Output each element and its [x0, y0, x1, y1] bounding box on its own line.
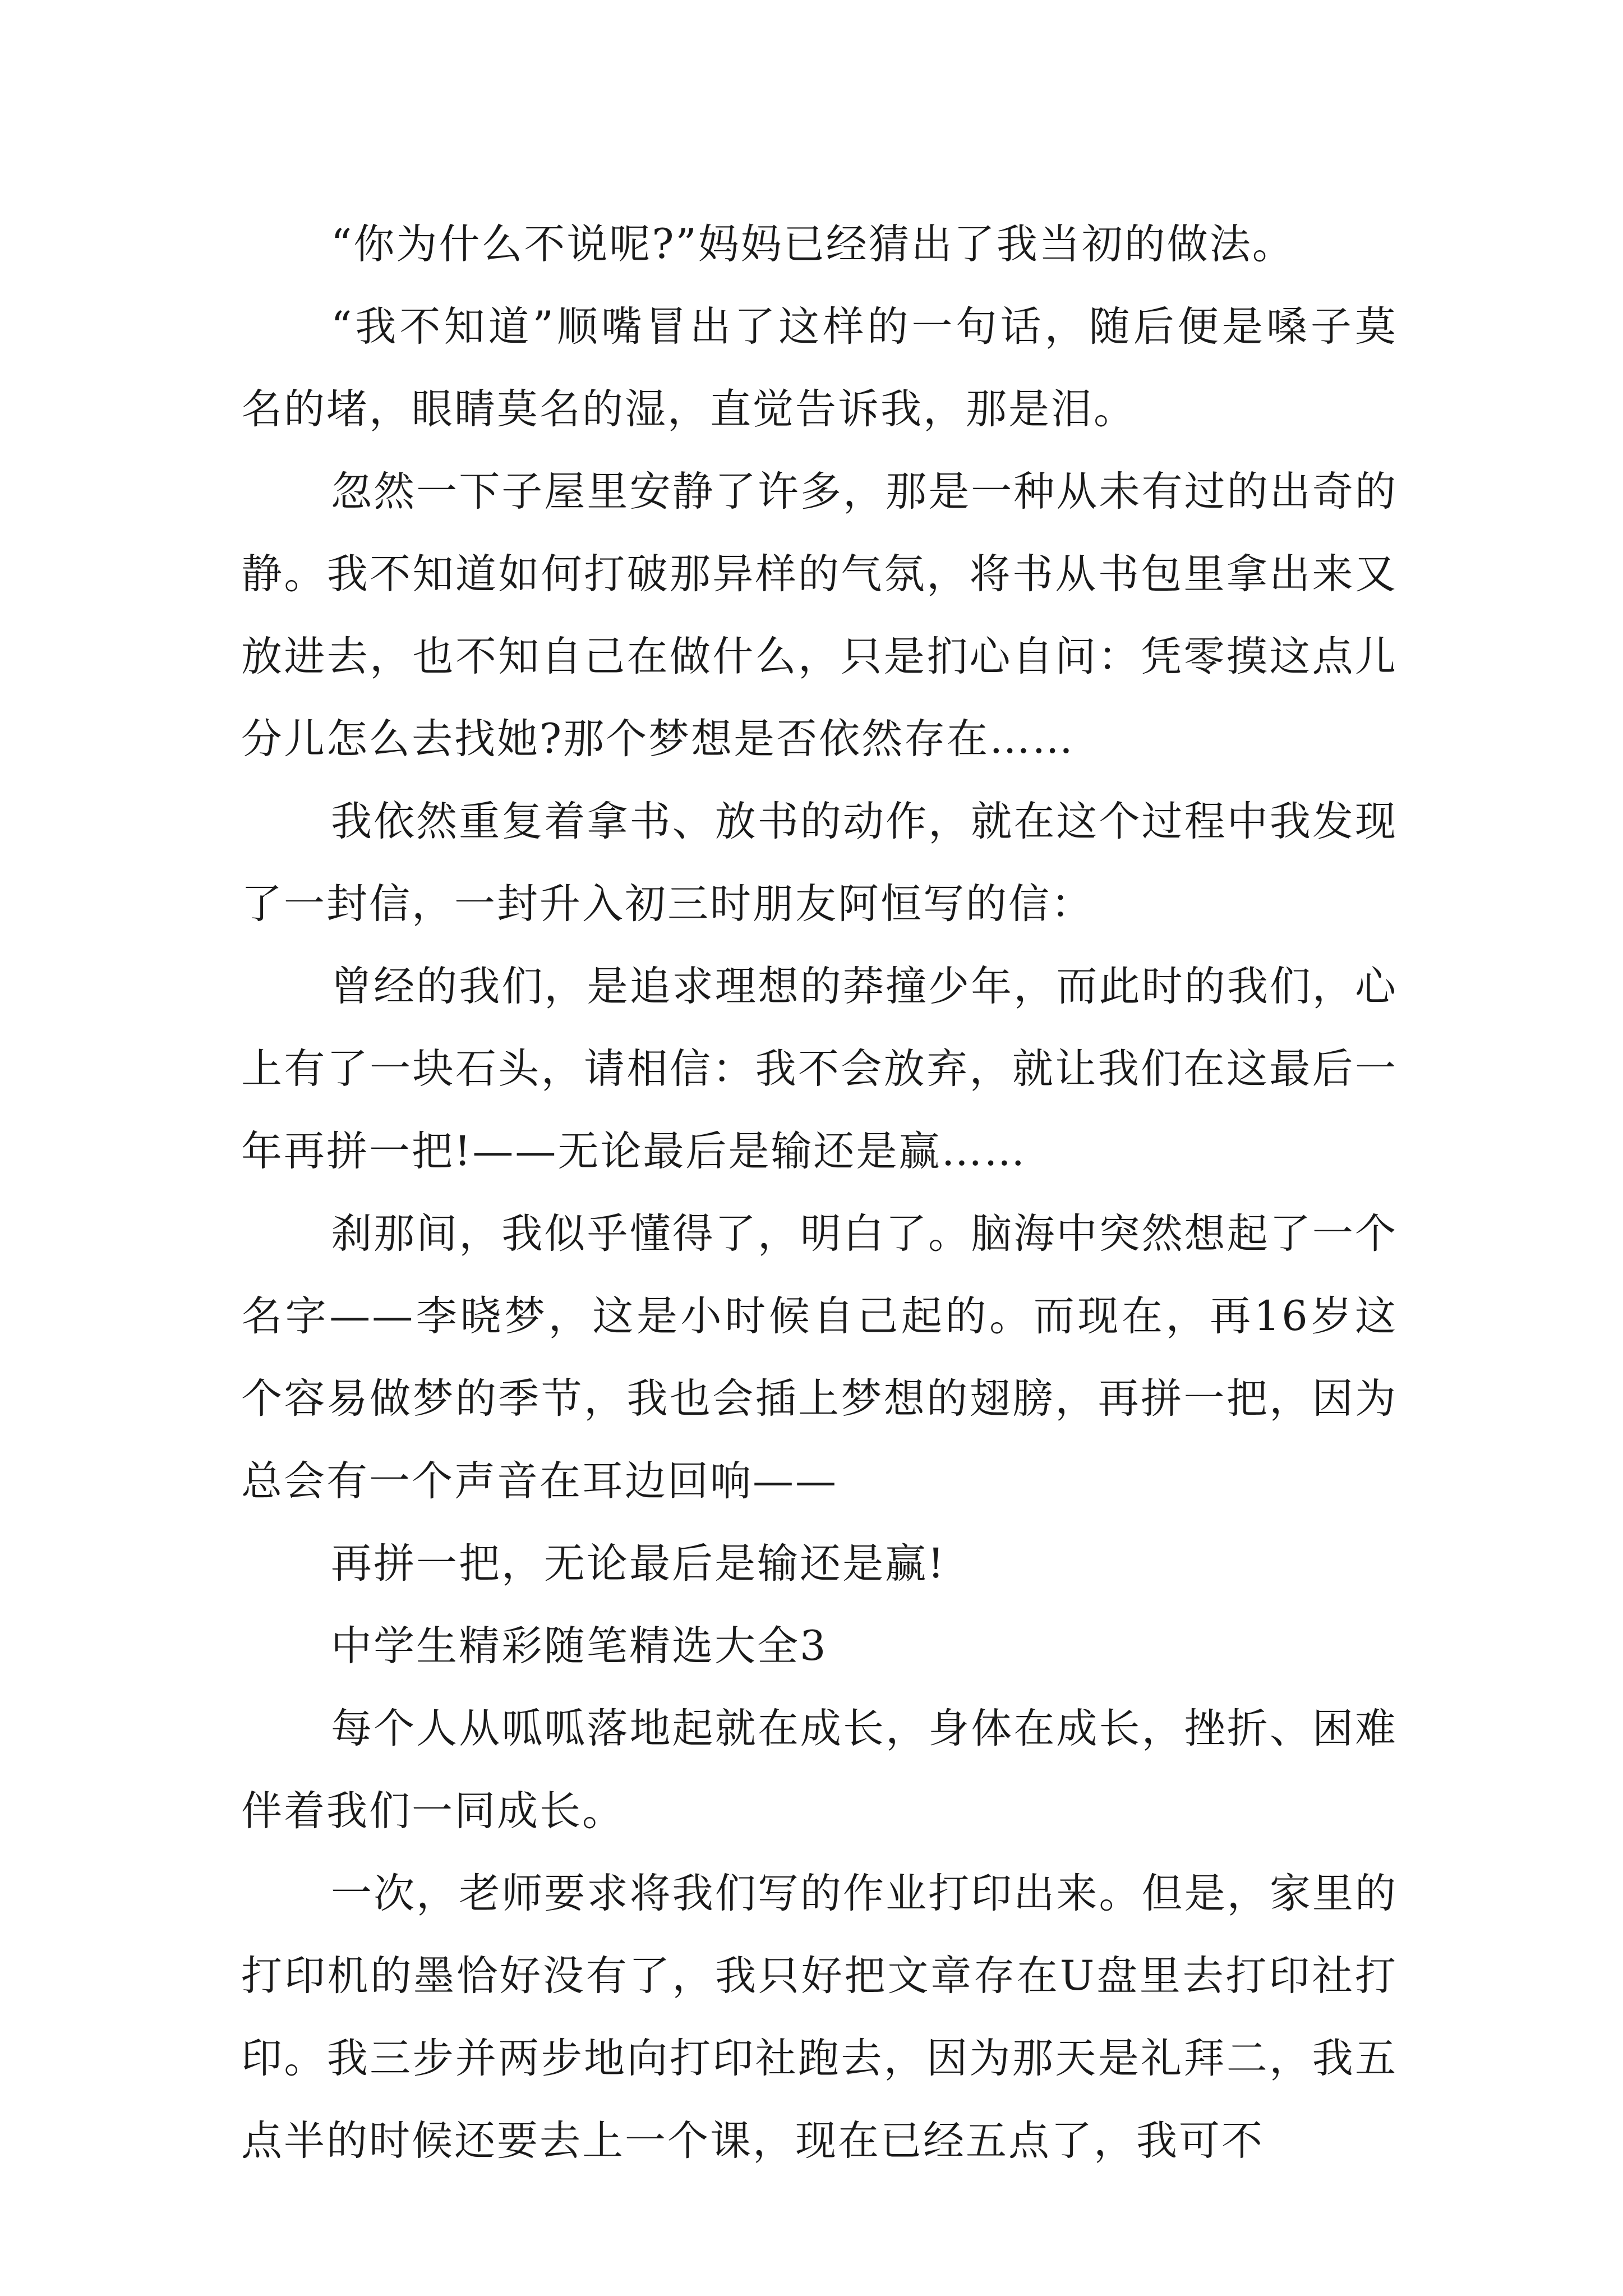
paragraph: 忽然一下子屋里安静了许多，那是一种从未有过的出奇的静。我不知道如何打破那异样的气氛，将书从书包里拿出来又放进去，也不知自己在做什么，只是扪心自问：凭零摸这点儿分儿怎么去找她?那个梦想是否依然存在…… [241, 468, 1398, 763]
paragraph: 再拼一把，无论最后是输还是赢! [331, 1540, 946, 1588]
paragraph: 一次，老师要求将我们写的作业打印出来。但是，家里的打印机的墨恰好没有了，我只好把文章存在U盘里去打印社打印。我三步并两步地向打印社跑去，因为那天是礼拜二，我五点半的时候还要去上一个课，现在已经五点了，我可不 [241, 1870, 1398, 2165]
section-heading: 中学生精彩随笔精选大全3 [331, 1622, 828, 1670]
quoted-letter-paragraph: 曾经的我们，是追求理想的莽撞少年，而此时的我们，心上有了一块石头，请相信：我不会放弃，就让我们在这最后一年再拼一把!——无论最后是输还是赢…… [241, 963, 1398, 1175]
paragraph: 刹那间，我似乎懂得了，明白了。脑海中突然想起了一个名字——李晓梦，这是小时候自己起的。而现在，再16岁这个容易做梦的季节，我也会插上梦想的翅膀，再拼一把，因为总会有一个声音在耳边回响—— [241, 1210, 1398, 1505]
paragraph: “我不知道”顺嘴冒出了这样的一句话，随后便是嗓子莫名的堵，眼睛莫名的湿，直觉告诉我，那是泪。 [241, 303, 1398, 433]
paragraph: 我依然重复着拿书、放书的动作，就在这个过程中我发现了一封信，一封升入初三时朋友阿恒写的信： [241, 798, 1398, 928]
paragraph: “你为什么不说呢?”妈妈已经猜出了我当初的做法。 [331, 220, 1295, 268]
paragraph: 每个人从呱呱落地起就在成长，身体在成长，挫折、困难伴着我们一同成长。 [241, 1705, 1398, 1835]
document-body [241, 203, 1398, 2182]
